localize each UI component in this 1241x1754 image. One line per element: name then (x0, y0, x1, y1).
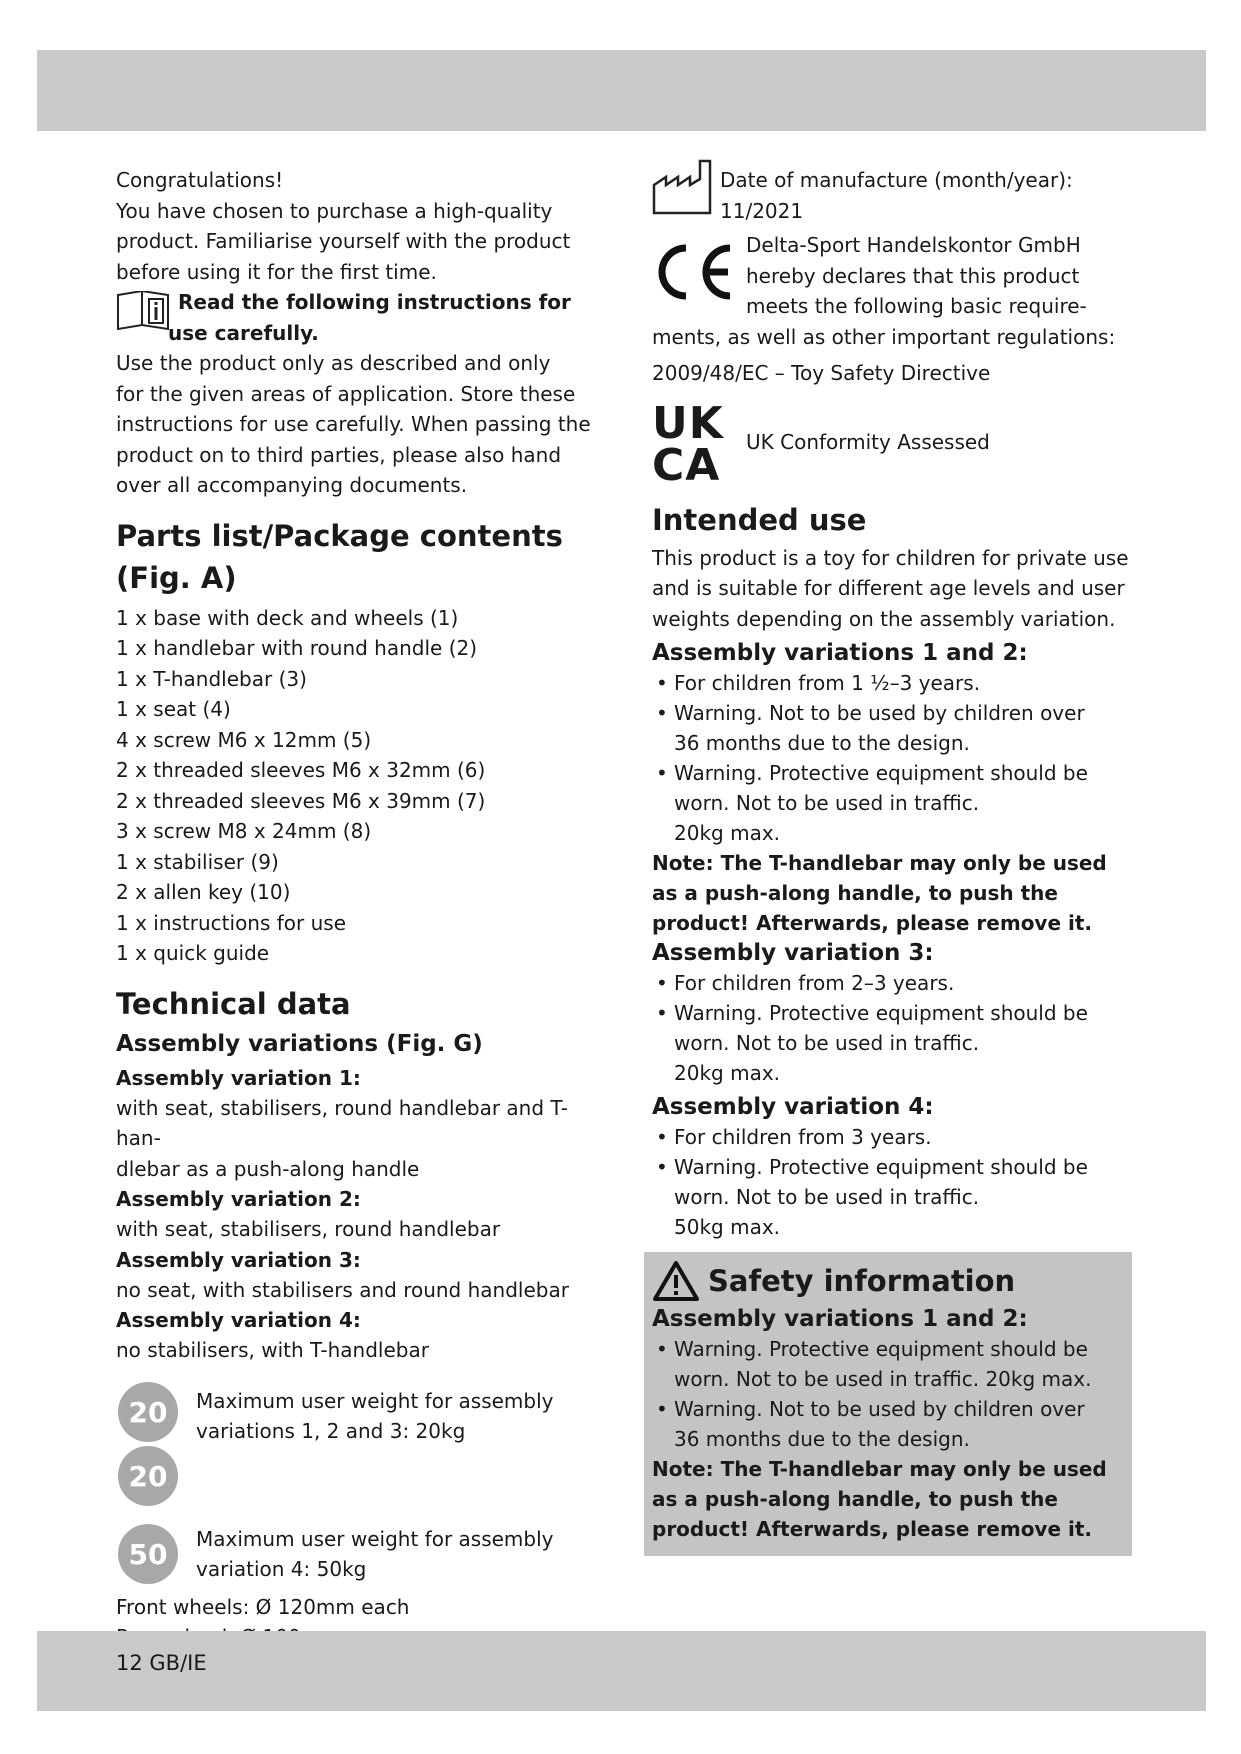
bullet-item: • Warning. Protective equipment should be (652, 1334, 1124, 1364)
variation-4-title: Assembly variation 4: (652, 1094, 934, 1120)
safety-box (644, 1252, 1132, 1556)
front-wheels-spec: Front wheels: Ø 120mm each (116, 1594, 410, 1619)
bullet-continuation: worn. Not to be used in traffic. (674, 1185, 980, 1209)
ce-declaration (652, 230, 1132, 322)
safety-note (652, 1454, 1124, 1544)
variations-1-2-title: Assembly variations 1 and 2: (652, 640, 1028, 666)
bullet-item: • Warning. Not to be used by children over (652, 698, 1132, 728)
weight-20kg-icon (116, 1444, 180, 1508)
intended-use-title: Intended use (652, 502, 867, 537)
svg-text:50: 50 (128, 1537, 168, 1571)
variation-1-text: with seat, stabilisers, round handlebar and T-han- (116, 1095, 568, 1150)
read-heading: Read the following instructions for (178, 290, 571, 314)
read-heading: use carefully. (168, 320, 319, 345)
variation-1-title: Assembly variation 1: (116, 1065, 361, 1090)
safety-title: Safety information (708, 1264, 1016, 1298)
list-item: 2 x allen key (10) (116, 880, 291, 904)
parts-list (116, 603, 602, 969)
note-text (652, 848, 1132, 938)
header-band (37, 50, 1206, 131)
ce-mark-icon (652, 240, 738, 304)
intro-line: product. Familiarise yourself with the product (116, 229, 571, 253)
bullet-item: • For children from 3 years. (652, 1122, 1132, 1152)
technical-data-title: Technical data (116, 986, 351, 1021)
parts-heading (116, 515, 602, 599)
safety-title-row (652, 1260, 1124, 1302)
usage-line: product on to third parties, please also hand (116, 442, 562, 467)
bullet-item: • Warning. Not to be used by children over (652, 1394, 1124, 1424)
variation-4-title: Assembly variation 4: (116, 1308, 361, 1332)
intended-line: and is suitable for different age levels and user (652, 576, 1125, 600)
factory-icon (652, 159, 714, 215)
bullet-continuation: worn. Not to be used in traffic. (674, 1031, 980, 1055)
svg-text:20: 20 (128, 1395, 168, 1429)
variation-3-text: no seat, with stabilisers and round handlebar (116, 1277, 569, 1302)
variation-2-text: with seat, stabilisers, round handlebar (116, 1217, 501, 1241)
directive-text: 2009/48/EC – Toy Safety Directive (652, 361, 991, 385)
list-item: 1 x base with deck and wheels (1) (116, 605, 459, 630)
ukca-mark-row (652, 397, 1132, 491)
bullet-item: • Warning. Protective equipment should be (652, 998, 1132, 1028)
list-item: 4 x screw M6 x 12mm (5) (116, 727, 372, 752)
variation-3-title: Assembly variation 3: (652, 940, 934, 966)
max-weight: 50kg max. (674, 1215, 781, 1239)
note-line: as a push-along handle, to push the (652, 881, 1058, 905)
intro-text (116, 165, 602, 287)
footer-band (37, 1631, 1206, 1711)
weight-text: variations 1, 2 and 3: 20kg (196, 1419, 466, 1443)
note-line: Note: The T-handlebar may only be used (652, 851, 1107, 875)
weight-text: Maximum user weight for assembly (196, 1526, 554, 1551)
manufacture-label: Date of manufacture (month/year): (720, 168, 1073, 192)
variation-3-title: Assembly variation 3: (116, 1247, 361, 1272)
max-weight: 20kg max. (674, 821, 781, 845)
variation-2-title: Assembly variation 2: (116, 1187, 361, 1211)
bullet-item: • Warning. Protective equipment should be (652, 1152, 1132, 1182)
weight-20kg-icon (116, 1380, 180, 1444)
usage-text (116, 348, 602, 501)
note-line: Note: The T-handlebar may only be used (652, 1457, 1107, 1481)
intro-line: before using it for the first time. (116, 259, 437, 284)
usage-line: Use the product only as described and only (116, 351, 551, 375)
variation-4-text: no stabilisers, with T-handlebar (116, 1338, 429, 1362)
list-item: 2 x threaded sleeves M6 x 32mm (6) (116, 758, 486, 782)
intended-use-text (652, 543, 1132, 635)
list-item: 1 x T-handlebar (3) (116, 666, 307, 691)
list-item: 3 x screw M8 x 24mm (8) (116, 819, 372, 843)
bullet-item: • Warning. Protective equipment should be (652, 758, 1132, 788)
read-instructions-notice (116, 287, 602, 348)
ukca-text: UK Conformity Assessed (746, 429, 990, 454)
intended-line: This product is a toy for children for private use (652, 545, 1129, 570)
manufacture-date (652, 165, 1132, 226)
page-number: 12 GB/IE (116, 1651, 207, 1675)
weight-info-2 (116, 1522, 602, 1586)
note-line: product! Afterwards, please remove it. (652, 1517, 1093, 1541)
ce-text: ments, as well as other important regulations: (652, 324, 1116, 349)
variations-title: Assembly variations (Fig. G) (116, 1030, 483, 1057)
section-title: (Fig. A) (116, 560, 237, 595)
safety-subtitle: Assembly variations 1 and 2: (652, 1306, 1028, 1332)
warning-icon (652, 1260, 700, 1302)
variation-1-text: dlebar as a push-along handle (116, 1156, 420, 1181)
usage-line: over all accompanying documents. (116, 473, 468, 497)
right-column (652, 165, 1132, 1556)
manufacture-value: 11/2021 (720, 198, 804, 223)
ce-text: hereby declares that this product (746, 263, 1080, 288)
list-item: 1 x stabiliser (9) (116, 849, 279, 874)
intended-line: weights depending on the assembly variation. (652, 606, 1116, 631)
svg-text:20: 20 (128, 1459, 168, 1493)
weight-text: variation 4: 50kg (196, 1557, 367, 1581)
intro-line: Congratulations! (116, 168, 284, 192)
ce-text: Delta-Sport Handelskontor GmbH (746, 233, 1081, 257)
note-line: as a push-along handle, to push the (652, 1487, 1058, 1511)
bullet-continuation: worn. Not to be used in traffic. 20kg max. (674, 1367, 1092, 1391)
left-column (116, 165, 602, 1653)
usage-line: instructions for use carefully. When passing the (116, 412, 591, 436)
list-item: 1 x seat (4) (116, 697, 231, 721)
ukca-mark-icon: UK CA (652, 397, 724, 491)
list-item: 2 x threaded sleeves M6 x 39mm (7) (116, 788, 486, 813)
weight-text: Maximum user weight for assembly (196, 1388, 554, 1413)
bullet-continuation: worn. Not to be used in traffic. (674, 791, 980, 815)
bullet-continuation: 36 months due to the design. (674, 731, 970, 755)
list-item: 1 x quick guide (116, 941, 270, 965)
list-item: 1 x instructions for use (116, 910, 347, 935)
section-title: Parts list/Package contents (116, 518, 563, 553)
book-info-icon (116, 291, 170, 331)
weight-info-1 (116, 1380, 602, 1512)
bullet-continuation: 36 months due to the design. (674, 1427, 970, 1451)
weight-50kg-icon (116, 1522, 180, 1586)
max-weight: 20kg max. (674, 1061, 781, 1085)
intro-line: You have chosen to purchase a high-quality (116, 198, 553, 223)
bullet-item: • For children from 1 ½–3 years. (652, 668, 1132, 698)
note-line: product! Afterwards, please remove it. (652, 911, 1093, 935)
list-item: 1 x handlebar with round handle (2) (116, 636, 478, 660)
bullet-item: • For children from 2–3 years. (652, 968, 1132, 998)
ce-text: meets the following basic require- (746, 294, 1087, 318)
usage-line: for the given areas of application. Store these (116, 381, 576, 406)
